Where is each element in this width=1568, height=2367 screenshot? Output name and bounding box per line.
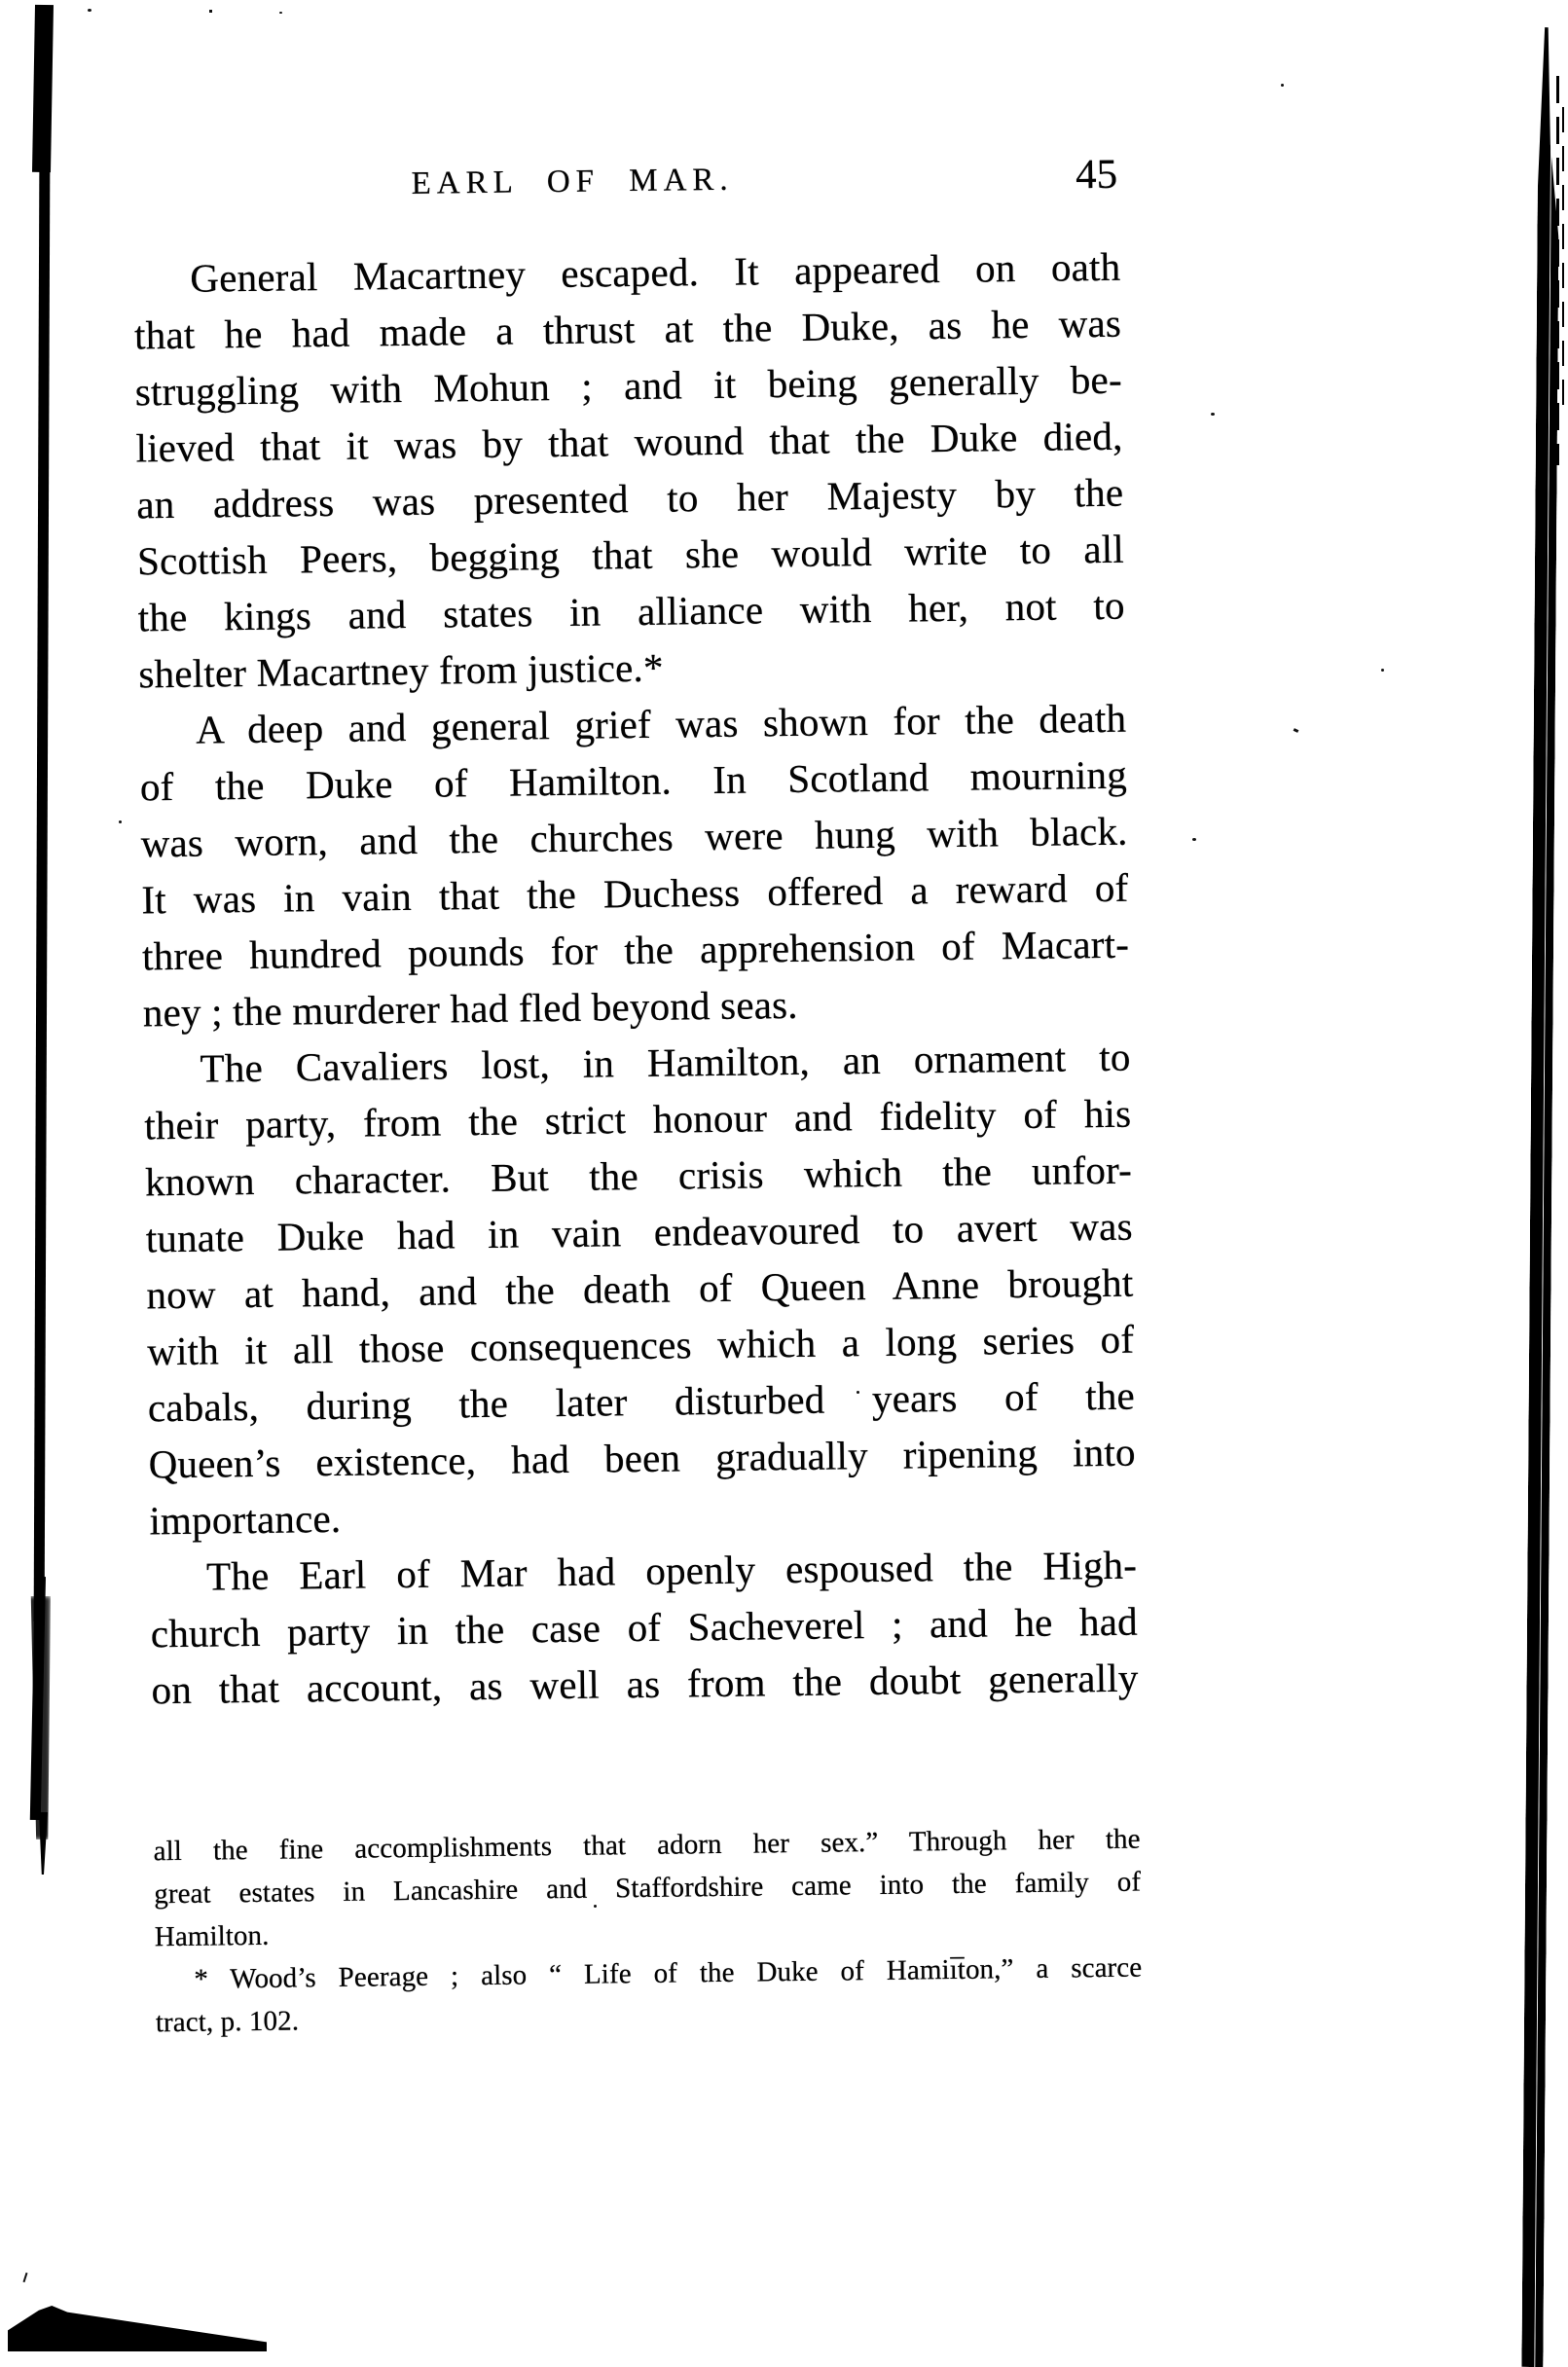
text-line: tunate Duke had in vain endeavoured to avert was: [145, 1203, 1133, 1261]
text-line: was worn, and the churches were hung with black.: [140, 808, 1128, 866]
text-line: * Wood’s Peerage ; also “ Life of the Duke of Hamiı̅ton,” a scarce: [194, 1951, 1143, 1995]
scan-speck: [1211, 413, 1215, 416]
scan-speck: [23, 2273, 28, 2282]
text-line: cabals, during the later disturbed years of the: [147, 1372, 1136, 1431]
paragraph: [150, 1537, 1139, 1719]
text-line: three hundred pounds for the apprehension of Macart-: [141, 921, 1130, 979]
scan-speck: [119, 820, 122, 823]
text-line: all the fine accomplishments that adorn her sex.” Through her the: [153, 1823, 1141, 1868]
text-line: with it all those consequences which a long series of: [146, 1316, 1135, 1374]
text-line: great estates in Lancashire and Staffordshire came into the family of: [154, 1866, 1142, 1911]
text-line: church party in the case of Sacheverel ; and he had: [150, 1598, 1139, 1657]
scan-speck: [1294, 728, 1299, 733]
scan-speck: [209, 10, 212, 13]
footnote: [153, 1818, 1143, 2045]
footnote-entry: [155, 1947, 1143, 2045]
body-text: [133, 238, 1139, 1719]
scan-edge-streak: [1556, 76, 1559, 465]
text-line: that he had made a thrust at the Duke, as he was: [133, 300, 1122, 358]
scan-speck: [279, 12, 282, 14]
text-line: tract, p. 102.: [155, 2005, 300, 2039]
page-text-block: [132, 153, 1143, 2045]
paragraph: [139, 690, 1130, 1041]
scan-gutter-smudge: [24, 1596, 51, 1839]
text-line: the kings and states in alliance with her, not to: [137, 582, 1125, 640]
text-line: lieved that it was by that wound that the Duke died,: [135, 413, 1123, 471]
text-line: The Cavaliers lost, in Hamilton, an ornament to: [200, 1034, 1131, 1091]
text-line: A deep and general grief was shown for the death: [195, 695, 1127, 752]
text-line: importance.: [149, 1495, 342, 1544]
running-header: [132, 153, 1119, 210]
scan-gutter-shadow: [34, 6, 51, 1621]
scan-edge-streak: [1562, 93, 1564, 415]
text-line: Scottish Peers, begging that she would write to all: [136, 526, 1125, 584]
text-line: struggling with Mohun ; and it being generally be-: [134, 356, 1123, 415]
scan-speck: [1381, 669, 1384, 672]
text-line: It was in vain that the Duchess offered a reward of: [141, 864, 1129, 923]
text-line: now at hand, and the death of Queen Anne brought: [146, 1259, 1134, 1318]
scan-speck: [1192, 838, 1196, 841]
scan-speck: [1281, 84, 1284, 87]
page-title: EARL OF MAR.: [411, 162, 734, 201]
text-line: The Earl of Mar had openly espoused the High-: [205, 1542, 1138, 1599]
paragraph: [143, 1029, 1136, 1549]
scan-corner-mark: [8, 2305, 267, 2351]
text-line: on that account, as well as from the doubt generally: [151, 1655, 1139, 1713]
text-line: their party, from the strict honour and fidelity of his: [144, 1090, 1132, 1148]
text-line: Queen’s existence, had been gradually ripening into: [148, 1429, 1136, 1487]
text-line: Hamilton.: [154, 1919, 270, 1953]
scan-gutter-shadow-tip: [38, 1812, 48, 1875]
scan-speck: [88, 9, 91, 12]
text-line: of the Duke of Hamilton. In Scotland mourning: [139, 751, 1128, 810]
page-number: 45: [1075, 151, 1118, 199]
footnote-continuation: [153, 1818, 1142, 1959]
text-line: known character. But the crisis which the unfor-: [144, 1147, 1133, 1205]
text-line: ney ; the murderer had fled beyond seas.: [142, 981, 798, 1036]
paragraph: [133, 238, 1126, 703]
text-line: an address was presented to her Majesty by the: [136, 469, 1124, 528]
text-line: General Macartney escaped. It appeared on oath: [190, 243, 1121, 301]
scan-edge-shadow: [1521, 27, 1560, 2367]
text-line: shelter Macartney from justice.*: [138, 644, 664, 697]
